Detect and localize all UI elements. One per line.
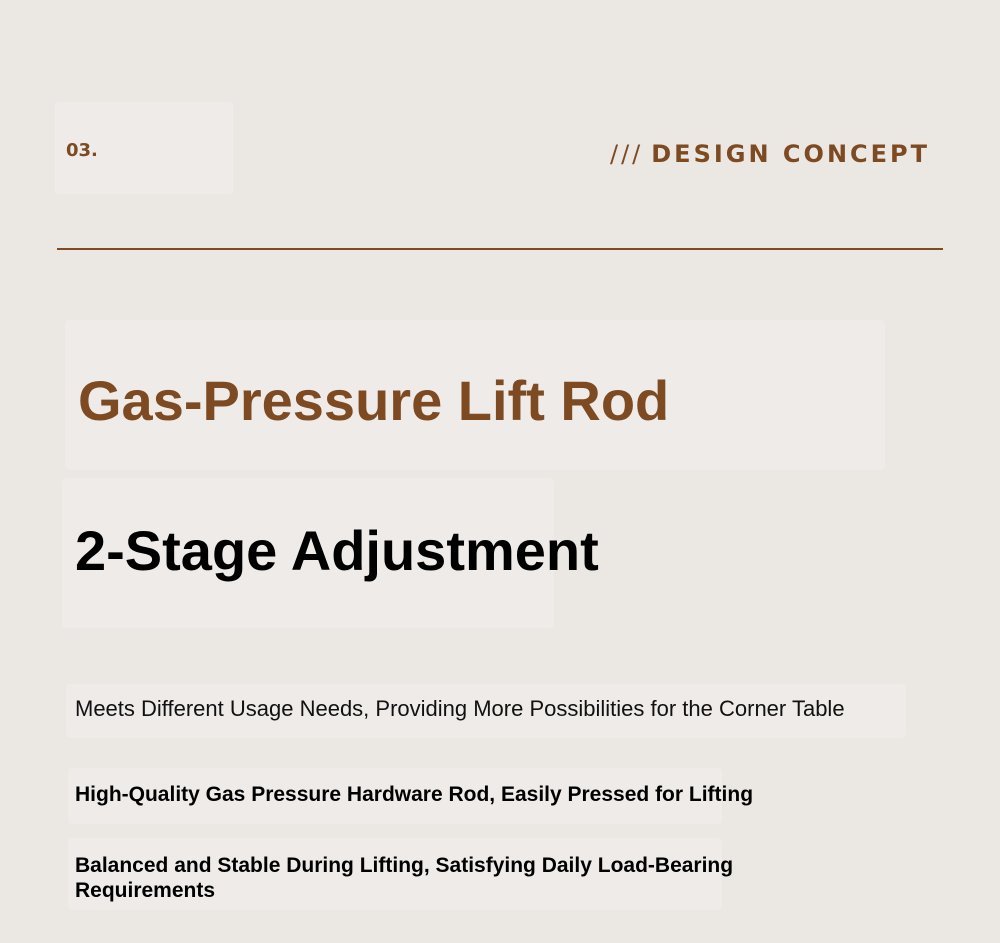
- section-heading: [610, 140, 930, 168]
- tagline: Meets Different Usage Needs, Providing More Possibilities for the Corner Table: [75, 696, 845, 721]
- product-title: Gas-Pressure Lift Rod: [78, 369, 670, 432]
- section-slashes: ///: [609, 140, 644, 168]
- section-number: 03.: [66, 140, 98, 161]
- section-title: DESIGN CONCEPT: [651, 140, 930, 168]
- feature-item: High-Quality Gas Pressure Hardware Rod, Easily Pressed for Lifting: [75, 783, 754, 806]
- product-subtitle: 2-Stage Adjustment: [75, 519, 599, 582]
- header-divider: [57, 248, 943, 250]
- feature-item: Balanced and Stable During Lifting, Satisfying Daily Load-Bearing Requirements: [75, 854, 734, 902]
